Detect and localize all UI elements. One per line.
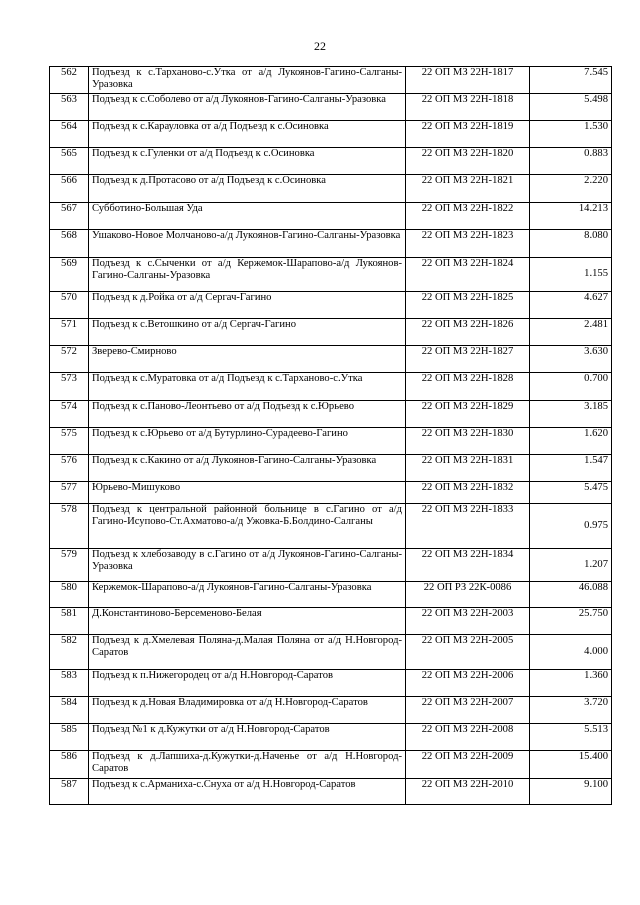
road-name: Подъезд к д.Хмелевая Поляна-д.Малая Поляна от а/д Н.Новгород-Саратов xyxy=(89,635,406,670)
row-number: 568 xyxy=(50,230,89,258)
table-row xyxy=(50,373,612,401)
road-code: 22 ОП МЗ 22Н-1827 xyxy=(406,346,530,373)
road-code: 22 ОП МЗ 22Н-1824 xyxy=(406,258,530,292)
road-name: Подъезд к с.Тарханово-с.Утка от а/д Лукоянов-Гагино-Салганы-Уразовка xyxy=(89,67,406,94)
row-number: 581 xyxy=(50,608,89,635)
road-code: 22 ОП МЗ 22Н-1818 xyxy=(406,94,530,121)
row-number: 587 xyxy=(50,779,89,805)
road-length: 1.207 xyxy=(530,549,612,582)
table-row xyxy=(50,401,612,428)
road-length: 9.100 xyxy=(530,779,612,805)
table-row xyxy=(50,428,612,455)
road-length: 7.545 xyxy=(530,67,612,94)
table-row xyxy=(50,635,612,670)
road-code: 22 ОП МЗ 22Н-1819 xyxy=(406,121,530,148)
road-name: Д.Константиново-Берсеменово-Белая xyxy=(89,608,406,635)
road-code: 22 ОП МЗ 22Н-2005 xyxy=(406,635,530,670)
table-row xyxy=(50,292,612,319)
road-code: 22 ОП МЗ 22Н-1833 xyxy=(406,504,530,549)
row-number: 583 xyxy=(50,670,89,697)
road-code: 22 ОП МЗ 22Н-1821 xyxy=(406,175,530,203)
road-name: Подъезд к с.Какино от а/д Лукоянов-Гагино-Салганы-Уразовка xyxy=(89,455,406,482)
row-number: 579 xyxy=(50,549,89,582)
road-code: 22 ОП МЗ 22Н-1820 xyxy=(406,148,530,175)
road-name: Подъезд к хлебозаводу в с.Гагино от а/д Лукоянов-Гагино-Салганы-Уразовка xyxy=(89,549,406,582)
road-length: 3.185 xyxy=(530,401,612,428)
row-number: 576 xyxy=(50,455,89,482)
road-length: 15.400 xyxy=(530,751,612,779)
road-code: 22 ОП МЗ 22Н-1829 xyxy=(406,401,530,428)
road-code: 22 ОП МЗ 22Н-2009 xyxy=(406,751,530,779)
table-row xyxy=(50,608,612,635)
road-code: 22 ОП МЗ 22Н-2007 xyxy=(406,697,530,724)
row-number: 562 xyxy=(50,67,89,94)
road-length: 4.000 xyxy=(530,635,612,670)
row-number: 575 xyxy=(50,428,89,455)
table-row xyxy=(50,482,612,504)
road-length: 1.360 xyxy=(530,670,612,697)
row-number: 574 xyxy=(50,401,89,428)
table-row xyxy=(50,203,612,230)
road-length: 1.620 xyxy=(530,428,612,455)
table-row xyxy=(50,319,612,346)
roads-table xyxy=(49,66,612,805)
road-name: Зверево-Смирново xyxy=(89,346,406,373)
road-name: Подъезд к центральной районной больнице в с.Гагино от а/д Гагино-Исупово-Ст.Ахматово-а/д Ужовка-Б.Болдино-Салганы xyxy=(89,504,406,549)
road-length: 46.088 xyxy=(530,582,612,608)
road-code: 22 ОП МЗ 22Н-1834 xyxy=(406,549,530,582)
road-length: 0.883 xyxy=(530,148,612,175)
table-row xyxy=(50,779,612,805)
table-row xyxy=(50,751,612,779)
road-length: 4.627 xyxy=(530,292,612,319)
table-row xyxy=(50,175,612,203)
road-code: 22 ОП МЗ 22Н-1826 xyxy=(406,319,530,346)
road-code: 22 ОП МЗ 22Н-2003 xyxy=(406,608,530,635)
road-length: 0.975 xyxy=(530,504,612,549)
road-code: 22 ОП МЗ 22Н-2010 xyxy=(406,779,530,805)
road-name: Подъезд к д.Ройка от а/д Сергач-Гагино xyxy=(89,292,406,319)
road-length: 2.220 xyxy=(530,175,612,203)
row-number: 584 xyxy=(50,697,89,724)
road-length: 1.155 xyxy=(530,258,612,292)
road-length: 1.547 xyxy=(530,455,612,482)
table-row xyxy=(50,346,612,373)
table-row xyxy=(50,724,612,751)
road-code: 22 ОП МЗ 22Н-1831 xyxy=(406,455,530,482)
road-code: 22 ОП РЗ 22К-0086 xyxy=(406,582,530,608)
table-row xyxy=(50,148,612,175)
row-number: 573 xyxy=(50,373,89,401)
row-number: 586 xyxy=(50,751,89,779)
road-name: Подъезд к д.Новая Владимировка от а/д Н.Новгород-Саратов xyxy=(89,697,406,724)
road-name: Подъезд к с.Сыченки от а/д Кержемок-Шарапово-а/д Лукоянов-Гагино-Салганы-Уразовка xyxy=(89,258,406,292)
road-length: 0.700 xyxy=(530,373,612,401)
table-row xyxy=(50,697,612,724)
table-row xyxy=(50,121,612,148)
table-row xyxy=(50,258,612,292)
row-number: 582 xyxy=(50,635,89,670)
road-name: Подъезд к с.Соболево от а/д Лукоянов-Гагино-Салганы-Уразовка xyxy=(89,94,406,121)
road-code: 22 ОП МЗ 22Н-2008 xyxy=(406,724,530,751)
road-name: Подъезд к д.Протасово от а/д Подъезд к с.Осиновка xyxy=(89,175,406,203)
row-number: 570 xyxy=(50,292,89,319)
row-number: 569 xyxy=(50,258,89,292)
road-name: Подъезд к п.Нижегородец от а/д Н.Новгород-Саратов xyxy=(89,670,406,697)
road-name: Субботино-Большая Уда xyxy=(89,203,406,230)
road-name: Ушаково-Новое Молчаново-а/д Лукоянов-Гагино-Салганы-Уразовка xyxy=(89,230,406,258)
row-number: 563 xyxy=(50,94,89,121)
road-name: Подъезд к с.Юрьево от а/д Бутурлино-Сурадеево-Гагино xyxy=(89,428,406,455)
table-row xyxy=(50,670,612,697)
row-number: 571 xyxy=(50,319,89,346)
table-row xyxy=(50,94,612,121)
road-name: Подъезд №1 к д.Кужутки от а/д Н.Новгород-Саратов xyxy=(89,724,406,751)
road-length: 2.481 xyxy=(530,319,612,346)
road-name: Подъезд к с.Муратовка от а/д Подъезд к с.Тарханово-с.Утка xyxy=(89,373,406,401)
road-name: Юрьево-Мишуково xyxy=(89,482,406,504)
row-number: 578 xyxy=(50,504,89,549)
road-length: 5.513 xyxy=(530,724,612,751)
road-code: 22 ОП МЗ 22Н-1828 xyxy=(406,373,530,401)
road-length: 14.213 xyxy=(530,203,612,230)
road-code: 22 ОП МЗ 22Н-1825 xyxy=(406,292,530,319)
row-number: 567 xyxy=(50,203,89,230)
road-length: 3.630 xyxy=(530,346,612,373)
road-name: Подъезд к с.Гуленки от а/д Подъезд к с.Осиновка xyxy=(89,148,406,175)
road-length: 5.475 xyxy=(530,482,612,504)
road-name: Подъезд к с.Карауловка от а/д Подъезд к с.Осиновка xyxy=(89,121,406,148)
road-code: 22 ОП МЗ 22Н-2006 xyxy=(406,670,530,697)
table-row xyxy=(50,549,612,582)
row-number: 580 xyxy=(50,582,89,608)
road-name: Подъезд к с.Арманиха-с.Снуха от а/д Н.Новгород-Саратов xyxy=(89,779,406,805)
table-row xyxy=(50,455,612,482)
road-code: 22 ОП МЗ 22Н-1817 xyxy=(406,67,530,94)
row-number: 565 xyxy=(50,148,89,175)
road-length: 25.750 xyxy=(530,608,612,635)
table-row xyxy=(50,67,612,94)
road-name: Подъезд к д.Лапшиха-д.Кужутки-д.Наченье от а/д Н.Новгород-Саратов xyxy=(89,751,406,779)
row-number: 585 xyxy=(50,724,89,751)
row-number: 564 xyxy=(50,121,89,148)
road-code: 22 ОП МЗ 22Н-1823 xyxy=(406,230,530,258)
row-number: 566 xyxy=(50,175,89,203)
road-code: 22 ОП МЗ 22Н-1832 xyxy=(406,482,530,504)
road-length: 5.498 xyxy=(530,94,612,121)
road-name: Кержемок-Шарапово-а/д Лукоянов-Гагино-Салганы-Уразовка xyxy=(89,582,406,608)
row-number: 577 xyxy=(50,482,89,504)
roads-table-body xyxy=(50,67,612,805)
table-row xyxy=(50,582,612,608)
road-name: Подъезд к с.Паново-Леонтьево от а/д Подъезд к с.Юрьево xyxy=(89,401,406,428)
road-code: 22 ОП МЗ 22Н-1830 xyxy=(406,428,530,455)
road-length: 1.530 xyxy=(530,121,612,148)
road-length: 3.720 xyxy=(530,697,612,724)
road-length: 8.080 xyxy=(530,230,612,258)
table-row xyxy=(50,504,612,549)
road-name: Подъезд к с.Ветошкино от а/д Сергач-Гагино xyxy=(89,319,406,346)
road-code: 22 ОП МЗ 22Н-1822 xyxy=(406,203,530,230)
page-number: 22 xyxy=(314,39,326,53)
row-number: 572 xyxy=(50,346,89,373)
table-row xyxy=(50,230,612,258)
